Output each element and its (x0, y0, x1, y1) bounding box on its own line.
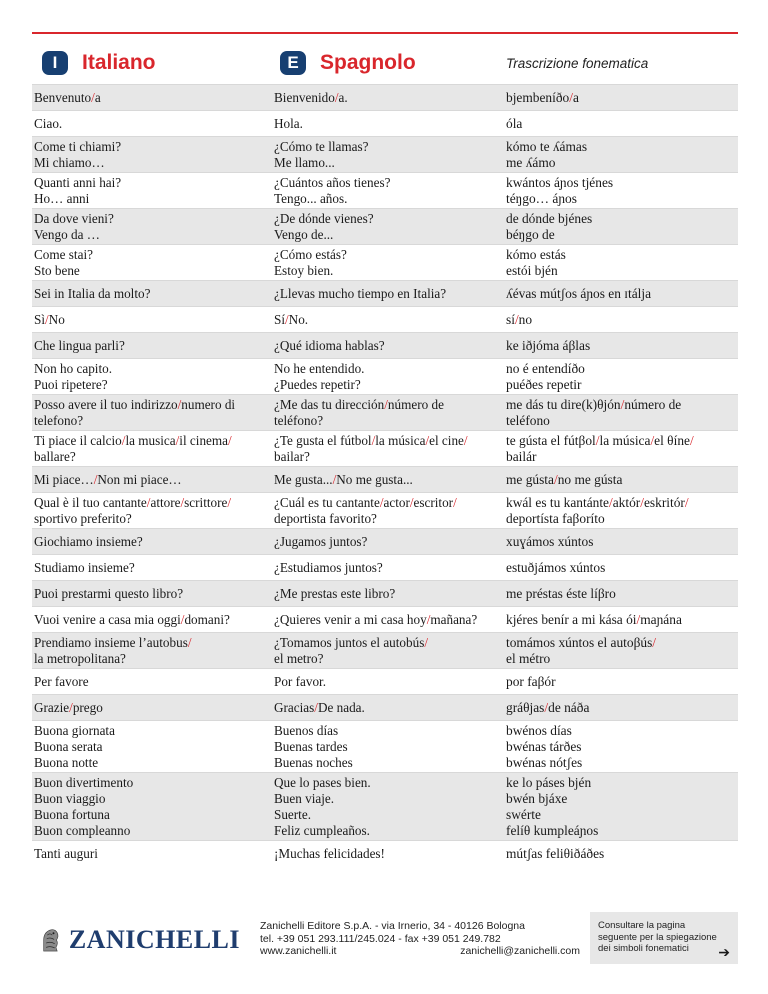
slash-separator: / (379, 494, 384, 510)
slash-separator: / (463, 432, 468, 448)
italian-cell (32, 721, 272, 772)
table-row (32, 492, 738, 528)
phrase-line: ¿Me prestas este libro? (274, 585, 396, 601)
phrase-line: ballare? (34, 448, 76, 464)
phrase-line: Buenas noches (274, 754, 353, 770)
phrase-line: bailar? (274, 448, 310, 464)
phrase-line: bwénas tárðes (506, 738, 582, 754)
italian-cell (32, 555, 272, 580)
slash-separator: / (640, 494, 644, 510)
transcription-cell (504, 307, 738, 332)
slash-separator: / (409, 494, 414, 510)
table-row (32, 720, 738, 772)
transcription-cell (504, 281, 738, 306)
slash-separator: / (314, 699, 318, 715)
phrase-line: Mi piace…/Non mi piace… (34, 471, 182, 487)
table-row (32, 208, 738, 244)
slash-separator: / (595, 432, 600, 448)
phrase-line: Tanti auguri (34, 845, 98, 861)
phrase-line: ¿De dónde vienes? (274, 210, 374, 226)
italian-column-header (42, 44, 156, 82)
italian-cell (32, 395, 272, 430)
table-row (32, 244, 738, 280)
transcription-cell (504, 581, 738, 606)
slash-separator: / (384, 396, 388, 412)
phrase-line: ke iðjóma áβlas (506, 337, 591, 353)
phrase-line: gráθjas/de náða (506, 699, 590, 715)
phrase-line: ¿Puedes repetir? (274, 376, 361, 392)
slash-separator: / (620, 396, 625, 412)
phrase-line: Studiamo insieme? (34, 559, 135, 575)
slash-separator: / (426, 611, 431, 627)
phrase-line: tomámos xúntos el autoβús/ (506, 634, 657, 650)
phrase-line: ¿Jugamos juntos? (274, 533, 368, 549)
phrase-line: sí/no (506, 311, 533, 327)
table-row (32, 632, 738, 668)
italian-cell (32, 245, 272, 280)
spanish-cell (272, 555, 504, 580)
phrase-line: ¿Cuál es tu cantante/actor/escritor/ (274, 494, 457, 510)
spanish-cell (272, 85, 504, 110)
italian-cell (32, 493, 272, 528)
phrase-line: kwántos áɲos tjénes (506, 174, 614, 190)
table-row (32, 84, 738, 110)
table-row (32, 332, 738, 358)
phrase-line: Quanti anni hai? (34, 174, 122, 190)
publisher-address: Zanichelli Editore S.p.A. - via Irnerio, 34 - 40126 Bologna (260, 920, 525, 932)
spanish-cell (272, 173, 504, 208)
table-row (32, 580, 738, 606)
phrase-line: béŋgo de (506, 226, 555, 242)
table-row (32, 172, 738, 208)
phrase-line: ke lo páses bjén (506, 774, 592, 790)
table-row (32, 306, 738, 332)
phrase-line: deportista favorito? (274, 510, 377, 526)
phrase-line: Puoi prestarmi questo libro? (34, 585, 184, 601)
table-row (32, 668, 738, 694)
spanish-cell (272, 209, 504, 244)
spanish-title: Spagnolo (320, 51, 416, 74)
phrase-line: Por favor. (274, 673, 327, 689)
italian-cell (32, 137, 272, 172)
slash-separator: / (689, 432, 694, 448)
slash-separator: / (180, 611, 185, 627)
slash-separator: / (227, 494, 232, 510)
phrase-line: Suerte. (274, 806, 311, 822)
table-row (32, 136, 738, 172)
phrase-line: bailár (506, 448, 537, 464)
phrase-line: felíθ kumpleáɲos (506, 822, 599, 838)
phrase-line: telefono? (34, 412, 84, 428)
transcription-cell (504, 395, 738, 430)
slash-separator: / (180, 494, 185, 510)
phrase-line: bwén bjáxe (506, 790, 568, 806)
phrase-line: Buenas tardes (274, 738, 348, 754)
italian-badge: I (42, 51, 68, 75)
spanish-cell (272, 111, 504, 136)
italian-cell (32, 173, 272, 208)
footer (32, 908, 738, 968)
transcription-cell (504, 431, 738, 466)
phrase-line: ¿Cómo te llamas? (274, 138, 369, 154)
phrase-line: Buon viaggio (34, 790, 106, 806)
table-row (32, 528, 738, 554)
transcription-column-header (506, 44, 648, 82)
slash-separator: / (334, 89, 339, 105)
phrase-line: ¿Cuántos años tienes? (274, 174, 391, 190)
phrase-line: Sei in Italia da molto? (34, 285, 151, 301)
spanish-cell (272, 581, 504, 606)
slash-separator: / (684, 494, 689, 510)
italian-cell (32, 467, 272, 492)
spanish-cell (272, 607, 504, 632)
phrase-line: me dás tu dire(k)θjón/número de (506, 396, 682, 412)
spanish-cell (272, 395, 504, 430)
transcription-cell (504, 669, 738, 694)
spanish-cell (272, 281, 504, 306)
phrase-line: Che lingua parli? (34, 337, 125, 353)
italian-cell (32, 281, 272, 306)
slash-separator: / (45, 311, 49, 327)
spanish-column-header (280, 44, 416, 82)
italian-cell (32, 307, 272, 332)
transcription-cell (504, 137, 738, 172)
phrase-line: kómo estás (506, 246, 566, 262)
phrase-line: Prendiamo insieme l’autobus/ (34, 634, 192, 650)
table-row (32, 466, 738, 492)
phrase-line: te gústa el fútβol/la música/el θíne/ (506, 432, 694, 448)
spanish-cell (272, 359, 504, 394)
slash-separator: / (285, 311, 289, 327)
phrase-line: Puoi ripetere? (34, 376, 108, 392)
slash-separator: / (636, 611, 641, 627)
italian-cell (32, 695, 272, 720)
transcription-cell (504, 633, 738, 668)
phrase-line: ¿Estudiamos juntos? (274, 559, 383, 575)
phrase-line: ¿Llevas mucho tiempo en Italia? (274, 285, 447, 301)
phrase-line: me ʎámo (506, 154, 556, 170)
phrase-line: Giochiamo insieme? (34, 533, 143, 549)
slash-separator: / (93, 471, 98, 487)
phrase-line: kjéres benír a mi kása ói/maɲána (506, 611, 682, 627)
transcription-cell (504, 607, 738, 632)
lion-emblem-icon (40, 918, 61, 962)
phrase-line: Sí/No. (274, 311, 309, 327)
transcription-title: Trascrizione fonematica (506, 55, 649, 71)
spanish-cell (272, 307, 504, 332)
phrase-line: Buona giornata (34, 722, 115, 738)
transcription-cell (504, 467, 738, 492)
phrase-line: No he entendido. (274, 360, 365, 376)
phrase-line: sportivo preferito? (34, 510, 132, 526)
phrase-line: Buen viaje. (274, 790, 335, 806)
slash-separator: / (146, 494, 151, 510)
phrase-line: ¡Muchas felicidades! (274, 845, 385, 861)
phrase-line: bwénos días (506, 722, 572, 738)
phrase-line: bwénas nótʃes (506, 754, 583, 770)
phrase-line: Feliz cumpleaños. (274, 822, 370, 838)
spanish-cell (272, 633, 504, 668)
transcription-cell (504, 721, 738, 772)
spanish-cell (272, 669, 504, 694)
spanish-cell (272, 467, 504, 492)
transcription-cell (504, 695, 738, 720)
spanish-cell (272, 493, 504, 528)
phrase-line: Ti piace il calcio/la musica/il cinema/ (34, 432, 232, 448)
italian-cell (32, 529, 272, 554)
italian-cell (32, 333, 272, 358)
phrase-line: Estoy bien. (274, 262, 334, 278)
transcription-cell (504, 111, 738, 136)
phrase-line: el metro? (274, 650, 324, 666)
italian-cell (32, 669, 272, 694)
table-row (32, 694, 738, 720)
phrase-line: Tengo... años. (274, 190, 348, 206)
phrase-line: kómo te ʎámas (506, 138, 588, 154)
logo-text: ZANICHELLI (68, 925, 240, 954)
phrase-line: Non ho capito. (34, 360, 113, 376)
table-row (32, 280, 738, 306)
spanish-cell (272, 721, 504, 772)
phrase-line: Sì/No (34, 311, 65, 327)
phrase-line: swérte (506, 806, 541, 822)
italian-cell (32, 607, 272, 632)
spanish-badge: E (280, 51, 306, 75)
phrase-line: Buenos días (274, 722, 339, 738)
phrase-line: ʎévas mútʃos áɲos en ɪtálja (506, 285, 652, 301)
transcription-cell (504, 333, 738, 358)
phrase-line: ¿Te gusta el fútbol/la música/el cine/ (274, 432, 468, 448)
phrase-line: xuɣámos xúntos (506, 533, 594, 549)
italian-cell (32, 209, 272, 244)
transcription-cell (504, 359, 738, 394)
phrase-line: mútʃas feliθiðáðes (506, 845, 605, 861)
phrase-line: Gracias/De nada. (274, 699, 365, 715)
phrase-line: Qual è il tuo cantante/attore/scrittore/ (34, 494, 232, 510)
publisher-info (260, 920, 580, 958)
table-row (32, 358, 738, 394)
transcription-cell (504, 555, 738, 580)
transcription-cell (504, 493, 738, 528)
slash-separator: / (609, 494, 613, 510)
italian-cell (32, 773, 272, 840)
transcription-cell (504, 529, 738, 554)
publisher-website[interactable]: www.zanichelli.it (260, 945, 337, 957)
phrase-line: Per favore (34, 673, 89, 689)
italian-cell (32, 431, 272, 466)
slash-separator: / (69, 699, 73, 715)
table-row (32, 554, 738, 580)
transcription-cell (504, 245, 738, 280)
italian-cell (32, 841, 272, 866)
phrase-table (32, 84, 738, 866)
phrase-line: teléfono (506, 412, 550, 428)
phrase-line: Ciao. (34, 115, 63, 131)
phrase-line: por faβór (506, 673, 556, 689)
spanish-cell (272, 245, 504, 280)
spanish-cell (272, 431, 504, 466)
table-row (32, 840, 738, 866)
spanish-cell (272, 773, 504, 840)
transcription-cell (504, 209, 738, 244)
table-row (32, 430, 738, 466)
phrase-line: Buona fortuna (34, 806, 110, 822)
phrase-line: ¿Cómo estás? (274, 246, 347, 262)
phrase-line: Buon divertimento (34, 774, 134, 790)
table-row (32, 394, 738, 430)
phrase-line: Me llamo... (274, 154, 335, 170)
table-row (32, 606, 738, 632)
slash-separator: / (424, 634, 429, 650)
phrase-line: Come ti chiami? (34, 138, 122, 154)
slash-separator: / (650, 432, 655, 448)
slash-separator: / (332, 471, 337, 487)
phrase-line: puéðes repetir (506, 376, 582, 392)
phrase-line: ¿Me das tu dirección/número de (274, 396, 444, 412)
phrase-line: Come stai? (34, 246, 93, 262)
phrase-line: me gústa/no me gústa (506, 471, 623, 487)
phrase-line: de dónde bjénes (506, 210, 593, 226)
phrase-line: estói bjén (506, 262, 558, 278)
italian-title: Italiano (82, 51, 156, 74)
phrase-line: Vuoi venire a casa mia oggi/domani? (34, 611, 230, 627)
publisher-phone: tel. +39 051 293.111/245.024 - fax +39 051 249.782 (260, 932, 501, 945)
phrase-line: Vengo de... (274, 226, 334, 242)
phrase-line: no é entendíðo (506, 360, 585, 376)
table-row (32, 772, 738, 840)
phrase-line: Buona serata (34, 738, 103, 754)
slash-separator: / (553, 471, 558, 487)
phrase-line: la metropolitana? (34, 650, 126, 666)
phrase-line: Vengo da … (34, 226, 100, 242)
slash-separator: / (177, 396, 182, 412)
italian-cell (32, 633, 272, 668)
spanish-cell (272, 137, 504, 172)
phrase-line: téŋgo… áɲos (506, 190, 577, 206)
italian-cell (32, 359, 272, 394)
phrase-line: estuðjámos xúntos (506, 559, 606, 575)
slash-separator: / (175, 432, 180, 448)
spanish-cell (272, 695, 504, 720)
phrase-line: ¿Tomamos juntos el autobús/ (274, 634, 429, 650)
note-line-1: Consultare la pagina (598, 920, 686, 931)
transcription-cell (504, 85, 738, 110)
slash-separator: / (187, 634, 192, 650)
note-line-2: seguente per la spiegazione (598, 931, 717, 943)
phrase-line: Me gusta.../No me gusta... (274, 471, 413, 487)
phrase-line: ¿Qué idioma hablas? (274, 337, 385, 353)
phrase-line: ¿Quieres venir a mi casa hoy/mañana? (274, 611, 478, 627)
zanichelli-logo (40, 918, 240, 962)
slash-separator: / (425, 432, 430, 448)
phrase-line: Hola. (274, 115, 303, 131)
phrase-line: el métro (506, 650, 551, 666)
italian-cell (32, 111, 272, 136)
slash-separator: / (453, 494, 457, 510)
top-rule (32, 32, 738, 34)
phrase-line: Posso avere il tuo indirizzo/numero di (34, 396, 236, 412)
slash-separator: / (652, 634, 657, 650)
table-header (32, 44, 738, 82)
slash-separator: / (228, 432, 232, 448)
publisher-email[interactable]: zanichelli@zanichelli.com (460, 945, 580, 957)
transcription-cell (504, 173, 738, 208)
phrase-line: deportísta faβoríto (506, 510, 605, 526)
slash-separator: / (514, 311, 519, 327)
slash-separator: / (121, 432, 126, 448)
italian-cell (32, 581, 272, 606)
phrase-line: Mi chiamo… (34, 154, 105, 170)
table-row (32, 110, 738, 136)
phrase-line: Que lo pases bien. (274, 774, 371, 790)
phrase-line: óla (506, 115, 523, 131)
phrase-line: Da dove vieni? (34, 210, 114, 226)
phrase-line: Benvenuto/a (34, 89, 101, 105)
phrase-line: teléfono? (274, 412, 324, 428)
phrase-line: Buona notte (34, 754, 99, 770)
arrow-right-icon: ➔ (718, 943, 730, 960)
phrase-line: Sto bene (34, 262, 80, 278)
slash-separator: / (371, 432, 376, 448)
spanish-cell (272, 841, 504, 866)
phrase-line: Buon compleanno (34, 822, 131, 838)
phrase-line: me préstas éste líβro (506, 585, 616, 601)
phrase-line: Grazie/prego (34, 699, 103, 715)
transcription-cell (504, 841, 738, 866)
slash-separator: / (91, 89, 95, 105)
transcription-cell (504, 773, 738, 840)
slash-separator: / (569, 89, 573, 105)
spanish-cell (272, 529, 504, 554)
phrase-line: bjembeníðo/a (506, 89, 579, 105)
phrase-line: Bienvenido/a. (274, 89, 348, 105)
phrase-line: kwál es tu kantánte/aktór/eskritór/ (506, 494, 689, 510)
phonetic-note-box (590, 912, 738, 964)
slash-separator: / (544, 699, 549, 715)
spanish-cell (272, 333, 504, 358)
italian-cell (32, 85, 272, 110)
note-line-3: dei simboli fonematici (598, 943, 689, 954)
phrase-line: Ho… anni (34, 190, 90, 206)
